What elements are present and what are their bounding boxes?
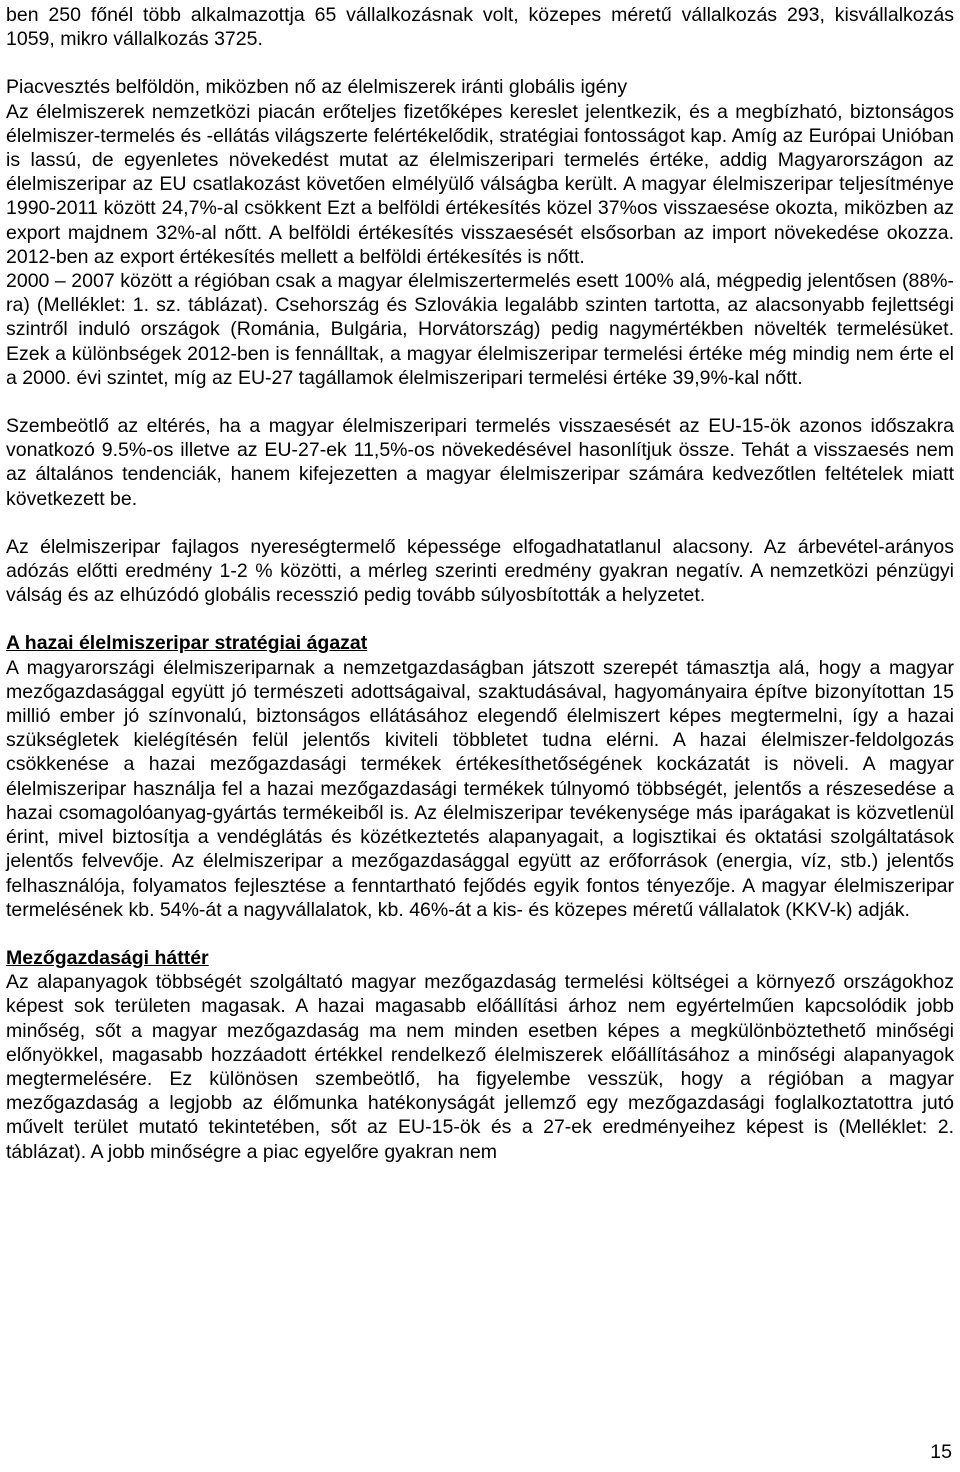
page-number: 15 <box>930 1441 952 1463</box>
paragraph-strategic-sector: A magyarországi élelmiszeriparnak a nemzetgazdaságban játszott szerepét támasztja alá, hogy a magyar mezőgazdasággal együtt jó természeti adottságaival, szaktudásával, hagyományaira építve bizonyítottan 15 millió ember jó színvonalú, biztonságos ellátásához elegendő élelmiszert képes megtermelni, így a hazai szükségletek kielégítésén felül jelentős kiviteli többletet tudna elérni. A hazai élelmiszer-feldolgozás csökkenése a hazai mezőgazdasági termékek értékesíthetőségének kockázatát is növeli. A magyar élelmiszeripar használja fel a hazai mezőgazdasági termékek túlnyomó többségét, jelentős a részesedése a hazai csomagolóanyag-gyártás termékeiből is. Az élelmiszeripar tevékenysége más iparágakat is közvetlenül érint, mivel biztosítja a vendéglátás és közétkeztetés alapanyagait, a logisztikai és oktatási szolgáltatások jelentős felvevője. Az élelmiszeripar a mezőgazdasággal együtt az erőforrások (energia, víz, stb.) jelentős felhasználója, folyamatos fejlesztése a fenntartható fejődés egyik fontos tényezője. A magyar élelmiszeripar termelésének kb. 54%-át a nagyvállalatok, kb. 46%-át a kis- és közepes méretű vállalatok (KKV-k) adják. <box>6 656 954 921</box>
paragraph-eu-comparison: Szembeötlő az eltérés, ha a magyar élelmiszeripari termelés visszaesését az EU-15-ök azonos időszakra vonatkozó 9.5%-os illetve az EU-27-ek 11,5%-os növekedésével hasonlítjuk össze. Tehát a visszaesés nem az általános tendenciák, hanem kifejezetten a magyar élelmiszeripar számára kedvezőtlen feltételek miatt következett be. <box>6 415 954 510</box>
heading-strategic-sector: A hazai élelmiszeripar stratégiai ágazat <box>6 632 368 655</box>
paragraph-profitability: Az élelmiszeripar fajlagos nyereségtermelő képessége elfogadhatatlanul alacsony. Az árbevétel-arányos adózás előtti eredmény 1-2 % közötti, a mérleg szerinti eredmény gyakran negatív. A nemzetközi pénzügyi válság és az elhúzódó globális recesszió pedig tovább súlyosbították a helyzetet. <box>6 535 954 607</box>
paragraph-agricultural-background: Az alapanyagok többségét szolgáltató magyar mezőgazdaság termelési költségei a környező országokhoz képest sok területen magasak. A hazai magasabb előállítási árhoz nem egyértelműen kapcsolódik jobb minőség, sőt a magyar mezőgazdaság ma nem minden esetben képes a megkülönböztethető minőségi előnyökkel, magasabb hozzáadott értékkel rendelkező élelmiszerek előállításához a minőségi alapanyagok megtermelésére. Ez különösen szembeötlő, ha figyelembe vesszük, hogy a régióban a magyar mezőgazdaság a legjobb az élőmunka hatékonyságát jellemző egy mezőgazdasági foglalkoztatottra jutó művelt terület mutató tekintetében, sőt az EU-15-ök és a 27-ek eredményeihez képest is (Melléklet: 2. táblázat). A jobb minőségre a piac egyelőre gyakran nem <box>6 971 954 1163</box>
heading-agricultural-background: Mezőgazdasági háttér <box>6 946 209 969</box>
subheading-market-loss: Piacvesztés belföldön, miközben nő az élelmiszerek iránti globális igény <box>6 76 628 99</box>
paragraph-market-loss: Az élelmiszerek nemzetközi piacán erőteljes fizetőképes kereslet jelentkezik, és a megbízható, biztonságos élelmiszer-termelés és -ellátás világszerte felértékelődik, stratégiai fontosságot kap. Amíg az Európai Unióban is lassú, de egyenletes növekedést mutat az élelmiszeripari termelés értéke, addig Magyarországon az élelmiszeripar az EU csatlakozást követően elmélyülő válságba került. A magyar élelmiszeripar teljesítménye 1990-2011 között 24,7%-al csökkent Ezt a belföldi értékesítés közel 37%os visszaesése okozta, miközben az export majdnem 32%-al nőtt. A belföldi értékesítés visszaesését elsősorban az import növekedése okozza. 2012-ben az export értékesítés mellett a belföldi értékesítés is nőtt. <box>6 100 954 268</box>
paragraph-intro: ben 250 főnél több alkalmazottja 65 vállalkozásnak volt, közepes méretű vállalkozás 293, kisvállalkozás 1059, mikro vállalkozás 3725. <box>6 4 954 51</box>
document-page <box>6 0 954 1164</box>
paragraph-regional-comparison: 2000 – 2007 között a régióban csak a magyar élelmiszertermelés esett 100% alá, mégpedig jelentősen (88%-ra) (Melléklet: 1. sz. táblázat). Csehország és Szlovákia legalább szinten tartotta, az alacsonyabb fejlettségi szintről induló országok (Románia, Bulgária, Horvátország) pedig nagymértékben növelték termelésüket. Ezek a különbségek 2012-ben is fennálltak, a magyar élelmiszeripar termelési értéke még mindig nem érte el a 2000. évi szintet, míg az EU-27 tagállamok élelmiszeripari termelési értéke 39,9%-kal nőtt. <box>6 270 954 389</box>
